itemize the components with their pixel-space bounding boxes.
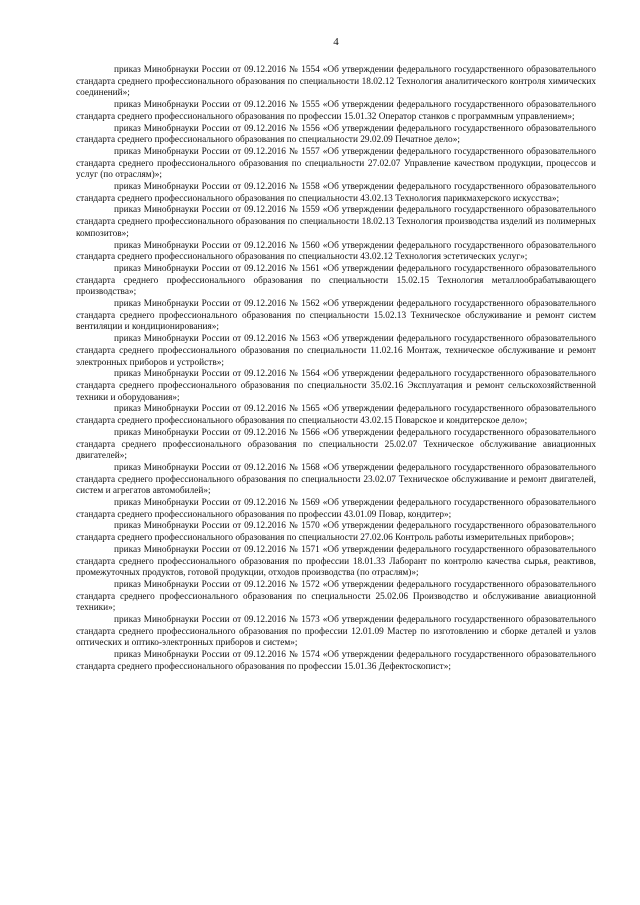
order-item: приказ Минобрнауки России от 09.12.2016 № 1570 «Об утверждении федерального государственного образовательного стандарта среднего профессионального образования по специальности 27.02.06 Контроль работы измерительных приборов»; bbox=[76, 521, 596, 544]
order-item: приказ Минобрнауки России от 09.12.2016 № 1562 «Об утверждении федерального государственного образовательного стандарта среднего профессионального образования по специальности 15.02.13 Техническое обслуживание и ремонт систем вентиляции и кондиционирования»; bbox=[76, 299, 596, 333]
order-item: приказ Минобрнауки России от 09.12.2016 № 1557 «Об утверждении федерального государственного образовательного стандарта среднего профессионального образования по специальности 27.02.07 Управление качеством продукции, процессов и услуг (по отраслям)»; bbox=[76, 146, 596, 181]
order-item: приказ Минобрнауки России от 09.12.2016 № 1565 «Об утверждении федерального государственного образовательного стандарта среднего профессионального образования по специальности 43.02.15 Поварское и кондитерское дело»; bbox=[76, 404, 596, 427]
order-item: приказ Минобрнауки России от 09.12.2016 № 1559 «Об утверждении федерального государственного образовательного стандарта среднего профессионального образования по специальности 18.02.13 Технология производства изделий из полимерных композитов»; bbox=[76, 205, 596, 239]
order-item: приказ Минобрнауки России от 09.12.2016 № 1556 «Об утверждении федерального государственного образовательного стандарта среднего профессионального образования по специальности 29.02.09 Печатное дело»; bbox=[76, 123, 596, 146]
order-item: приказ Минобрнауки России от 09.12.2016 № 1560 «Об утверждении федерального государственного образовательного стандарта среднего профессионального образования по специальности 43.02.12 Технология эстетических услуг»; bbox=[76, 240, 596, 263]
order-item: приказ Минобрнауки России от 09.12.2016 № 1573 «Об утверждении федерального государственного образовательного стандарта среднего профессионального образования по профессии 12.01.09 Мастер по изготовлению и сборке деталей и узлов оптических и оптико-электронных приборов и систем»; bbox=[76, 615, 596, 649]
order-item: приказ Минобрнауки России от 09.12.2016 № 1558 «Об утверждении федерального государственного образовательного стандарта среднего профессионального образования по специальности 43.02.13 Технология парикмахерского искусства»; bbox=[76, 182, 596, 204]
order-item: приказ Минобрнауки России от 09.12.2016 № 1572 «Об утверждении федерального государственного образовательного стандарта среднего профессионального образования по специальности 25.02.06 Производство и обслуживание авиационной техники»; bbox=[76, 579, 596, 614]
order-item: приказ Минобрнауки России от 09.12.2016 № 1568 «Об утверждении федерального государственного образовательного стандарта среднего профессионального образования по специальности 23.02.07 Техническое обслуживание и ремонт двигателей, систем и агрегатов автомобилей»; bbox=[76, 462, 596, 497]
order-item: приказ Минобрнауки России от 09.12.2016 № 1574 «Об утверждении федерального государственного образовательного стандарта среднего профессионального образования по профессии 15.01.36 Дефектоскопист»; bbox=[76, 650, 596, 672]
order-item: приказ Минобрнауки России от 09.12.2016 № 1555 «Об утверждении федерального государственного образовательного стандарта среднего профессионального образования по профессии 15.01.32 Оператор станков с программным управлением»; bbox=[76, 100, 596, 122]
order-item: приказ Минобрнауки России от 09.12.2016 № 1563 «Об утверждении федерального государственного образовательного стандарта среднего профессионального образования по специальности 11.02.16 Монтаж, техническое обслуживание и ремонт электронных приборов и устройств»; bbox=[76, 334, 596, 368]
order-item: приказ Минобрнауки России от 09.12.2016 № 1561 «Об утверждении федерального государственного образовательного стандарта среднего профессионального образования по специальности 15.02.15 Технология металлообрабатывающего производства»; bbox=[76, 263, 596, 298]
order-list bbox=[76, 65, 596, 674]
order-item: приказ Минобрнауки России от 09.12.2016 № 1564 «Об утверждении федерального государственного образовательного стандарта среднего профессионального образования по специальности 35.02.16 Эксплуатация и ремонт сельскохозяйственной техники и оборудования»; bbox=[76, 369, 596, 403]
order-item: приказ Минобрнауки России от 09.12.2016 № 1554 «Об утверждении федерального государственного образовательного стандарта среднего профессионального образования по специальности 18.02.12 Технология аналитического контроля химических соединений»; bbox=[76, 65, 596, 99]
order-item: приказ Минобрнауки России от 09.12.2016 № 1571 «Об утверждении федерального государственного образовательного стандарта среднего профессионального образования по профессии 18.01.33 Лаборант по контролю качества сырья, реактивов, промежуточных продуктов, готовой продукции, отходов производства (по отраслям)»; bbox=[76, 544, 596, 579]
order-item: приказ Минобрнауки России от 09.12.2016 № 1569 «Об утверждении федерального государственного образовательного стандарта среднего профессионального образования по профессии 43.01.09 Повар, кондитер»; bbox=[76, 498, 596, 520]
document-page bbox=[76, 36, 596, 674]
order-item: приказ Минобрнауки России от 09.12.2016 № 1566 «Об утверждении федерального государственного образовательного стандарта среднего профессионального образования по специальности 25.02.07 Техническое обслуживание авиационных двигателей»; bbox=[76, 427, 596, 462]
page-number: 4 bbox=[333, 36, 339, 48]
